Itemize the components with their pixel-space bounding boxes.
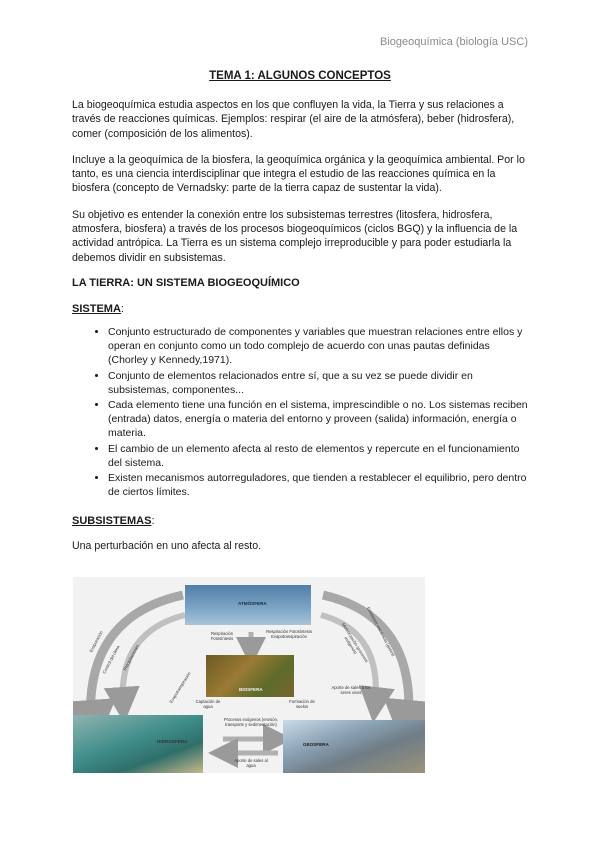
geosfera-label: GEOSFERA [303,742,329,747]
aporte-sales-agua-label: Aporte de sales al agua [234,758,268,768]
sistema-heading-colon: : [120,302,124,315]
emisiones-label: Emisiones volcánicas (gases) [365,605,397,658]
control-clima-label: Control del clima [101,644,121,675]
sistema-heading-text: SISTEMA [72,302,121,315]
meteorizacion-label: Meteorización (procesos exógenos) [340,622,370,664]
aporte-sales-seres-label: Aporte de sales a los seres vivos [331,685,371,695]
subsistemas-text: Una perturbación en uno afecta al resto. [72,540,262,553]
precipitaciones-label: Precipitaciones [122,643,140,672]
page-title: TEMA 1: ALGUNOS CONCEPTOS [209,70,391,82]
intro-paragraph-3: Su objetivo es entender la conexión entre los subsistemas terrestres (litosfera, hidrosfera, atmosfera, biosfera) a través de los procesos biogeoquímicos (ciclos BGQ) y la influencia de la actividad antrópica. La Tierra es un sistema complejo irreproducible y para poder estudiarla la debemos dividir en subsistemas. [72,208,518,264]
captacion-label: Captación de agua [195,699,221,709]
sistema-bullet-list [72,325,528,499]
atmosfera-label: ATMÓSFERA [238,601,267,606]
formacion-label: Formación de suelos [289,699,315,709]
subsistemas-heading [72,515,528,527]
hidrosfera-label: HIDROSFERA [157,739,188,744]
resp-foto-left-label: Respiración Fotosíntesis [210,631,234,641]
evaporacion-label: Evaporación [88,630,104,653]
subsistemas-heading-colon: : [151,515,155,528]
procesos-exogenos-label: Procesos exógenos (erosión, transporte y sedimentación) [223,717,279,727]
sistema-heading [72,303,528,315]
subsistemas-heading-text: SUBSISTEMAS [72,515,152,528]
subsystems-diagram [73,577,425,773]
sistema-bullet: • Conjunto estructurado de componentes y variables que muestran relaciones entre ellos y operan en conjunto como un todo complejo de acuerdo con unas pautas definidas (Chorley y Kennedy,1971). [108,325,528,368]
intro-paragraph-2: Incluye a la geoquímica de la biosfera, la geoquímica orgánica y la geoquímica ambiental. Por lo tanto, es una ciencia interdisciplinar que integra el estudio de las reacciones química en la biosfera (concepto de Vernadsky: parte de la tierra capaz de sustentar la vida). [72,153,525,195]
sistema-bullet: • Cada elemento tiene una función en el sistema, imprescindible o no. Los sistemas reciben (entrada) datos, energía o materia del entorno y proveen (salida) información, energía o materia. [108,398,528,441]
section-heading: LA TIERRA: UN SISTEMA BIOGEOQUÍMICO [72,276,300,289]
sistema-bullet: • Conjunto de elementos relacionados entre sí, que a su vez se puede dividir en subsistemas, componentes... [108,369,528,397]
biosfera-label: BIOSFERA [239,687,263,692]
sistema-bullet: • El cambio de un elemento afecta al resto de elementos y repercute en el funcionamiento del sistema. [108,442,528,470]
hidrosfera-image [73,715,203,773]
document-body [72,70,528,566]
page-header: Biogeoquímica (biología USC) [380,36,528,48]
arrow-left-outer [90,595,183,727]
resp-foto-right-label: Respiración Fotosíntesis Evapotranspiración [266,629,312,639]
evapotranspiracion-label: Evapotranspiración [168,670,192,705]
intro-paragraph-1: La biogeoquímica estudia aspectos en los que confluyen la vida, la Tierra y sus relaciones a través de reacciones químicas. Ejemplos: respirar (el aire de la atmósfera), beber (hidrosfera), comer (composición de los alimentos). [72,99,515,140]
sistema-bullet: • Existen mecanismos autorreguladores, que tienden a restablecer el equilibrio, pero dentro de ciertos límites. [108,471,528,499]
